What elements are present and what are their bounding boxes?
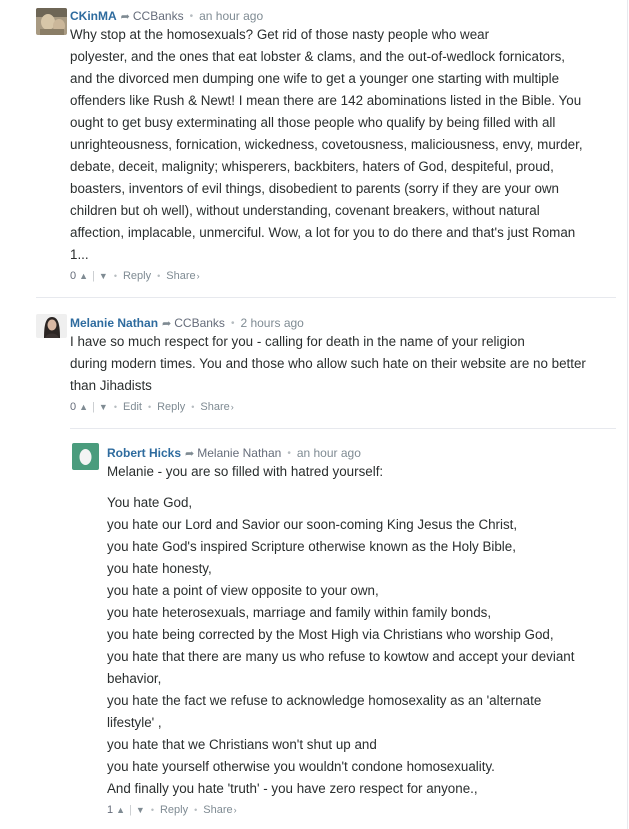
separator-dot: • xyxy=(191,402,195,412)
comment-body xyxy=(70,331,586,397)
separator-dot: • xyxy=(150,805,154,815)
comment-line: you hate yourself otherwise you wouldn't condone homosexuality. xyxy=(107,759,495,774)
reply-to-name[interactable]: CCBanks xyxy=(174,316,225,330)
author-name[interactable]: Melanie Nathan xyxy=(70,316,159,330)
comment-actions xyxy=(107,803,237,817)
chevron-right-icon[interactable]: › xyxy=(233,805,237,815)
edit-button[interactable]: Edit xyxy=(122,401,142,413)
separator-dot: • xyxy=(194,805,198,815)
separator-dot: • xyxy=(230,317,235,329)
separator-dot: • xyxy=(113,402,117,412)
reply-arrow-icon: ➦ xyxy=(162,317,172,330)
comment-line: ought to get busy exterminating all those people who qualify by being filled with all xyxy=(70,115,556,130)
comment-line: than Jihadists xyxy=(70,378,152,393)
comment-header xyxy=(70,8,263,24)
reply-button[interactable]: Reply xyxy=(122,270,152,282)
downvote-icon[interactable]: ▼ xyxy=(98,402,108,412)
comment-line: you hate being corrected by the Most High via Christians who worship God, xyxy=(107,627,554,642)
comment-actions xyxy=(70,400,234,414)
comment-line: during modern times. You and those who allow such hate on their website are no better xyxy=(70,356,586,371)
separator-dot: • xyxy=(147,402,152,412)
comment-line: You hate God, xyxy=(107,495,193,510)
comment-line: you hate that there are many us who refuse to kowtow and accept your deviant xyxy=(107,649,575,664)
comment-line: offenders like Rush & Newt! I mean there are 142 abominations listed in the Bible. You xyxy=(70,93,582,108)
timestamp[interactable]: an hour ago xyxy=(199,9,264,23)
comment-line: children but oh well), without understanding, covenant breakers, without natural xyxy=(70,203,540,218)
separator-dot: • xyxy=(287,447,291,459)
comment-line: I have so much respect for you - calling for death in the name of your religion xyxy=(70,334,525,349)
upvote-icon[interactable]: ▲ xyxy=(116,805,126,815)
vote-divider: | xyxy=(129,804,132,816)
reply-button[interactable]: Reply xyxy=(159,804,189,816)
author-name[interactable]: Robert Hicks xyxy=(107,446,182,460)
separator-dot: • xyxy=(157,271,161,281)
avatar[interactable] xyxy=(36,314,67,338)
comment-line: Why stop at the homosexuals? Get rid of those nasty people who wear xyxy=(70,27,490,42)
downvote-icon[interactable]: ▼ xyxy=(98,271,108,281)
timestamp[interactable]: 2 hours ago xyxy=(240,316,304,330)
comment-line: 1... xyxy=(70,247,89,262)
thread-line xyxy=(627,0,628,829)
comment-line: Melanie - you are so filled with hatred yourself: xyxy=(107,464,384,479)
separator-dot: • xyxy=(113,271,117,281)
comment-line: you hate a point of view opposite to your own, xyxy=(107,583,379,598)
comment-header xyxy=(70,315,304,331)
comment-line: lifestyle' , xyxy=(107,715,162,730)
comment-line: behavior, xyxy=(107,671,162,686)
reply-to-name[interactable]: CCBanks xyxy=(132,9,184,23)
share-button[interactable]: Share xyxy=(200,401,230,413)
author-name[interactable]: CKinMA xyxy=(70,9,117,23)
vote-count: 1 xyxy=(107,804,114,816)
vote-divider: | xyxy=(92,401,95,413)
comment-header xyxy=(107,445,361,461)
reply-arrow-icon: ➦ xyxy=(120,10,130,23)
comment-line: affection, implacable, unmerciful. Wow, a lot for you to do there and that's just Roman xyxy=(70,225,576,240)
reply-arrow-icon: ➦ xyxy=(185,447,195,460)
timestamp[interactable]: an hour ago xyxy=(296,446,361,460)
comment-actions xyxy=(70,269,200,283)
share-button[interactable]: Share xyxy=(166,270,196,282)
avatar[interactable] xyxy=(72,443,99,470)
vote-count: 0 xyxy=(70,270,77,282)
upvote-icon[interactable]: ▲ xyxy=(79,402,89,412)
chevron-right-icon[interactable]: › xyxy=(196,271,200,281)
comment-line: you hate our Lord and Savior our soon-coming King Jesus the Christ, xyxy=(107,517,518,532)
avatar[interactable] xyxy=(36,8,67,35)
share-button[interactable]: Share xyxy=(203,804,233,816)
comment-line: polyester, and the ones that eat lobster & clams, and the out-of-wedlock fornicators, xyxy=(70,49,565,64)
reply-button[interactable]: Reply xyxy=(157,401,186,413)
comment-line: debate, deceit, malignity; whisperers, backbiters, haters of God, despiteful, proud, xyxy=(70,159,554,174)
reply-to-name[interactable]: Melanie Nathan xyxy=(197,446,282,460)
comment-body xyxy=(107,492,574,800)
downvote-icon[interactable]: ▼ xyxy=(135,805,145,815)
comment-line: you hate God's inspired Scripture otherwise known as the Holy Bible, xyxy=(107,539,516,554)
comment-line: you hate heterosexuals, marriage and family within family bonds, xyxy=(107,605,492,620)
separator-dot: • xyxy=(189,10,194,22)
comment-divider xyxy=(70,428,616,429)
comment-intro xyxy=(107,461,383,483)
comment-line: And finally you hate 'truth' - you have zero respect for anyone., xyxy=(107,781,478,796)
comment-line: you hate that we Christians won't shut up and xyxy=(107,737,377,752)
comment-line: unrighteousness, fornication, wickedness, covetousness, maliciousness, envy, murder, xyxy=(70,137,583,152)
chevron-right-icon[interactable]: › xyxy=(230,402,234,412)
vote-divider: | xyxy=(92,270,95,282)
comment-line: you hate the fact we refuse to acknowledge homosexality as an 'alternate xyxy=(107,693,542,708)
upvote-icon[interactable]: ▲ xyxy=(79,271,89,281)
comment-line: and the divorced men dumping one wife to get a younger one starting with multiple xyxy=(70,71,560,86)
comment-line: boasters, inventors of evil things, disobedient to parents (sorry if they are your own xyxy=(70,181,560,196)
vote-count: 0 xyxy=(70,401,77,413)
comment-divider xyxy=(36,297,616,298)
comment-line: you hate honesty, xyxy=(107,561,212,576)
comment-body xyxy=(70,24,583,266)
